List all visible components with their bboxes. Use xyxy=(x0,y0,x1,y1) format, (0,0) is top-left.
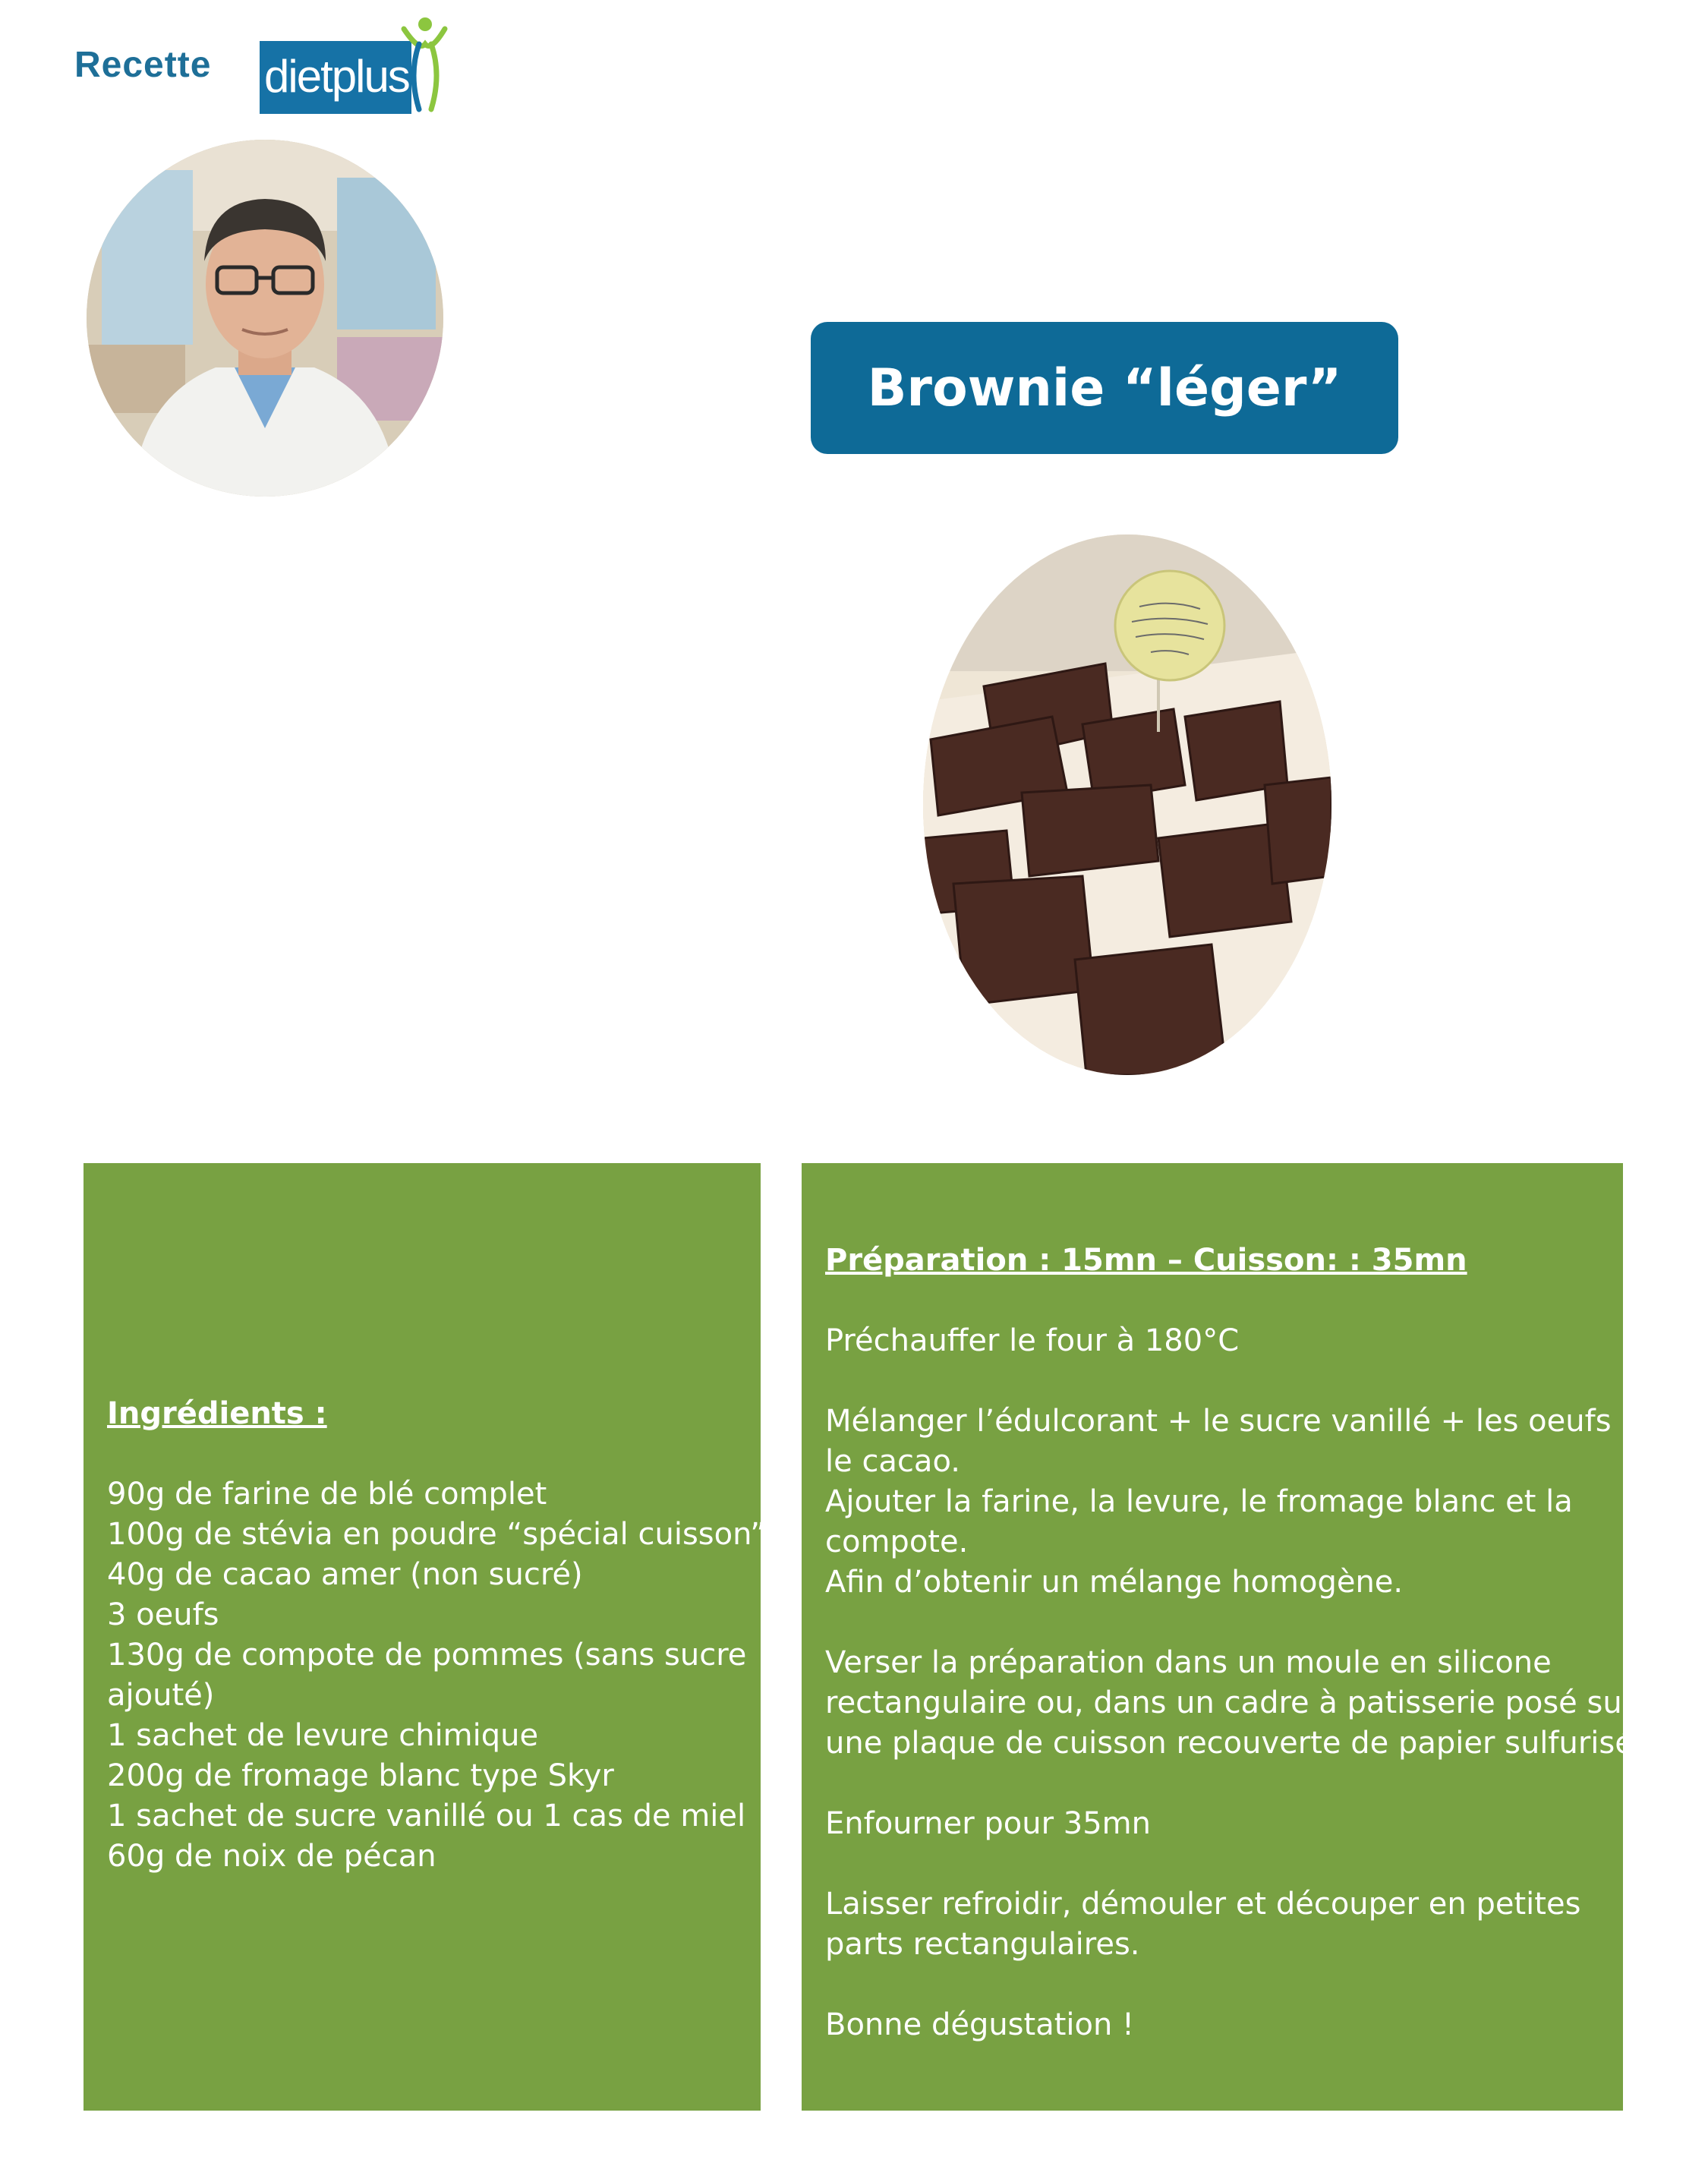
spacer xyxy=(825,1965,1607,2005)
preparation-step: compote. xyxy=(825,1525,969,1559)
preparation-step: Mélanger l’édulcorant + le sucre vanillé + les oeufs + xyxy=(825,1404,1647,1439)
preparation-step: une plaque de cuisson recouverte de papier sulfurisé. xyxy=(825,1726,1643,1761)
preparation-step: Ajouter la farine, la levure, le fromage blanc et la xyxy=(825,1484,1573,1519)
ingredient-item: 40g de cacao amer (non sucré) xyxy=(107,1557,583,1592)
ingredient-item: ajouté) xyxy=(107,1678,215,1713)
ingredient-item: 1 sachet de levure chimique xyxy=(107,1718,539,1753)
closing-text: Bonne dégustation ! xyxy=(825,2007,1135,2042)
preparation-step: Enfourner pour 35mn xyxy=(825,1806,1151,1841)
preparation-content xyxy=(825,1241,1647,2045)
recette-label: Recette xyxy=(74,45,212,85)
preparation-step: Laisser refroidir, démouler et découper en petites xyxy=(825,1887,1581,1922)
logo-figure-icon xyxy=(396,14,449,112)
portrait-image xyxy=(87,140,443,497)
preparation-step: Préchauffer le four à 180°C xyxy=(825,1323,1240,1358)
ingredient-item: 60g de noix de pécan xyxy=(107,1839,436,1874)
ingredient-item: 90g de farine de blé complet xyxy=(107,1477,547,1512)
brownie-photo xyxy=(923,534,1331,1075)
ingredient-item: 100g de stévia en poudre “spécial cuisson” xyxy=(107,1517,766,1552)
spacer xyxy=(825,1603,1607,1643)
logo-text: dietplus xyxy=(264,51,409,102)
preparation-heading: Préparation : 15mn – Cuisson: : 35mn xyxy=(825,1243,1467,1278)
brownie-image xyxy=(923,534,1331,1075)
preparation-panel xyxy=(802,1163,1647,2111)
preparation-step: le cacao. xyxy=(825,1444,960,1479)
ingredients-heading: Ingrédients : xyxy=(107,1396,327,1431)
spacer xyxy=(825,1361,1607,1402)
ingredients-content xyxy=(107,1394,766,1877)
author-portrait xyxy=(87,140,443,497)
spacer xyxy=(825,1844,1607,1884)
recipe-title: Brownie “léger” xyxy=(867,358,1342,418)
dietplus-logo xyxy=(260,14,449,109)
ingredients-panel xyxy=(84,1163,766,2111)
ingredient-item: 200g de fromage blanc type Skyr xyxy=(107,1758,614,1793)
ingredient-item: 1 sachet de sucre vanillé ou 1 cas de miel xyxy=(107,1799,746,1834)
preparation-step: rectangulaire ou, dans un cadre à patisserie posé sur xyxy=(825,1685,1635,1720)
spacer xyxy=(825,1281,1607,1321)
preparation-step: Verser la préparation dans un moule en silicone xyxy=(825,1645,1552,1680)
recipe-title-box xyxy=(811,322,1398,454)
ingredient-item: 130g de compote de pommes (sans sucre xyxy=(107,1638,747,1673)
preparation-step: Afin d’obtenir un mélange homogène. xyxy=(825,1565,1404,1600)
spacer xyxy=(107,1434,745,1474)
spacer xyxy=(825,1764,1607,1804)
ingredient-item: 3 oeufs xyxy=(107,1597,219,1632)
preparation-step: parts rectangulaires. xyxy=(825,1927,1140,1962)
